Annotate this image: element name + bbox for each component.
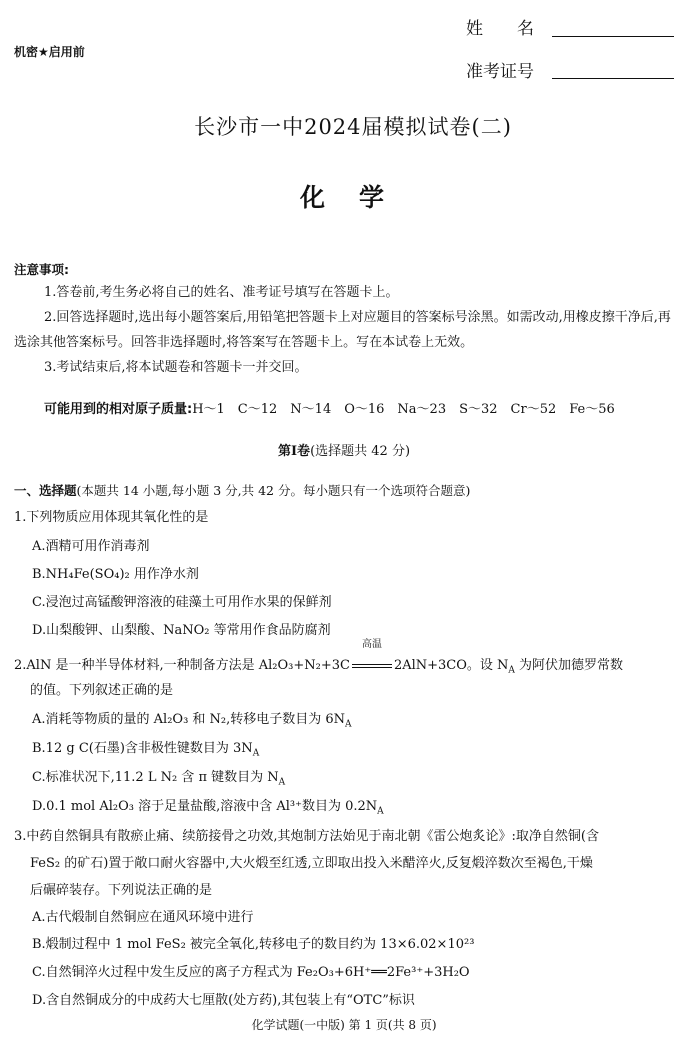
part-title: 第Ⅰ卷 xyxy=(277,444,311,459)
question-1-option-a: A.酒精可用作消毒剂 xyxy=(32,539,150,554)
confidential-label: 机密★启用前 xyxy=(14,45,85,59)
question-3-stem: 3.中药自然铜具有散瘀止痛、续筋接骨之功效,其炮制方法始见于南北朝《雷公炮炙论》:取净自然铜(含 xyxy=(14,829,599,844)
q2-stem-sub: A xyxy=(508,665,515,676)
subscript: A xyxy=(345,719,352,730)
exam-title: 长沙市一中2024届模拟试卷(二) xyxy=(194,115,512,139)
question-2-option-a xyxy=(32,707,352,738)
q2-stem-post: 2AlN+3CO。设 N xyxy=(393,658,509,673)
q2-opt-d-text: D.0.1 mol Al₂O₃ 溶于足量盐酸,溶液中含 Al³⁺数目为 0.2N xyxy=(32,799,378,814)
section-heading xyxy=(14,481,470,499)
part-heading xyxy=(0,440,688,459)
page-footer: 化学试题(一中版) 第 1 页(共 8 页) xyxy=(251,1018,437,1032)
subscript: A xyxy=(252,748,260,759)
question-1-option-b: B.NH₄Fe(SO₄)₂ 用作净水剂 xyxy=(32,567,199,582)
q2-opt-a-text: A.消耗等物质的量的 Al₂O₃ 和 N₂,转移电子数目为 6N xyxy=(32,712,346,727)
question-1-option-c: C.浸泡过高锰酸钾溶液的硅藻土可用作水果的保鲜剂 xyxy=(32,595,332,610)
section-title: 一、选择题 xyxy=(14,483,77,498)
question-3-stem-line-2: FeS₂ 的矿石)置于敞口耐火容器中,大火煅至红透,立即取出投入米醋淬火,反复煅淬数次至褐色,干燥 xyxy=(30,856,593,871)
question-1-option-d: D.山梨酸钾、山梨酸、NaNO₂ 等常用作食品防腐剂 xyxy=(32,623,331,638)
subscript: A xyxy=(278,777,286,788)
exam-id-label: 准考证号 xyxy=(466,62,534,82)
note-item: 3.考试结束后,将本试题卷和答题卡一并交回。 xyxy=(44,360,308,375)
q2-stem-pre: 2.AlN 是一种半导体材料,一种制备方法是 Al₂O₃+N₂+3C xyxy=(14,658,350,673)
section-note: (本题共 14 小题,每小题 3 分,共 42 分。每小题只有一个选项符合题意) xyxy=(76,483,471,498)
question-3-option-a: A.古代煅制自然铜应在通风环境中进行 xyxy=(32,910,254,925)
question-2-option-d xyxy=(32,794,384,825)
atomic-masses-values: H～1 C～12 N～14 O～16 Na～23 S～32 Cr～52 Fe～56 xyxy=(192,402,615,417)
subscript: A xyxy=(377,806,384,817)
name-blank-line xyxy=(552,36,674,37)
question-3-stem-line-3: 后碾碎装存。下列说法正确的是 xyxy=(30,883,213,898)
note-item: 2.回答选择题时,选出每小题答案后,用铅笔把答题卡上对应题目的答案标号涂黑。如需改动,用橡皮擦干净后,再选涂其他答案标号。回答非选择题时,将答案写在答题卡上。写在本试卷上无效。 xyxy=(14,310,671,350)
exam-id-blank-line xyxy=(552,78,674,79)
part-note: (选择题共 42 分) xyxy=(310,444,411,459)
subject-title: 化学 xyxy=(299,183,418,212)
q2-opt-b-text: B.12 g C(石墨)含非极性键数目为 3N xyxy=(32,741,253,756)
question-2-option-c xyxy=(32,765,285,796)
reaction-condition: 高温 xyxy=(361,639,382,650)
atomic-masses-label: 可能用到的相对原子质量: xyxy=(44,402,193,417)
atomic-masses xyxy=(44,398,615,417)
notes-title: 注意事项: xyxy=(14,262,69,277)
note-item: 1.答卷前,考生务必将自己的姓名、准考证号填写在答题卡上。 xyxy=(44,285,399,300)
question-3-option-d: D.含自然铜成分的中成药大七厘散(处方药),其包装上有“OTC”标识 xyxy=(32,993,415,1008)
question-3-option-c: C.自然铜淬火过程中发生反应的离子方程式为 Fe₂O₃+6H⁺══2Fe³⁺+3H₂O xyxy=(32,965,470,980)
q2-stem-end: 为阿伏加德罗常数 xyxy=(514,658,624,673)
question-2-stem-line-2: 的值。下列叙述正确的是 xyxy=(30,683,174,698)
question-3-option-b: B.煅制过程中 1 mol FeS₂ 被完全氧化,转移电子的数目约为 13×6.02×10²³ xyxy=(32,937,475,952)
q2-opt-c-text: C.标准状况下,11.2 L N₂ 含 π 键数目为 N xyxy=(32,770,279,785)
reaction-condition-arrow xyxy=(350,639,394,678)
question-2-option-b xyxy=(32,736,259,767)
name-label: 姓 名 xyxy=(466,19,534,39)
question-1-stem: 1.下列物质应用体现其氧化性的是 xyxy=(14,510,209,525)
